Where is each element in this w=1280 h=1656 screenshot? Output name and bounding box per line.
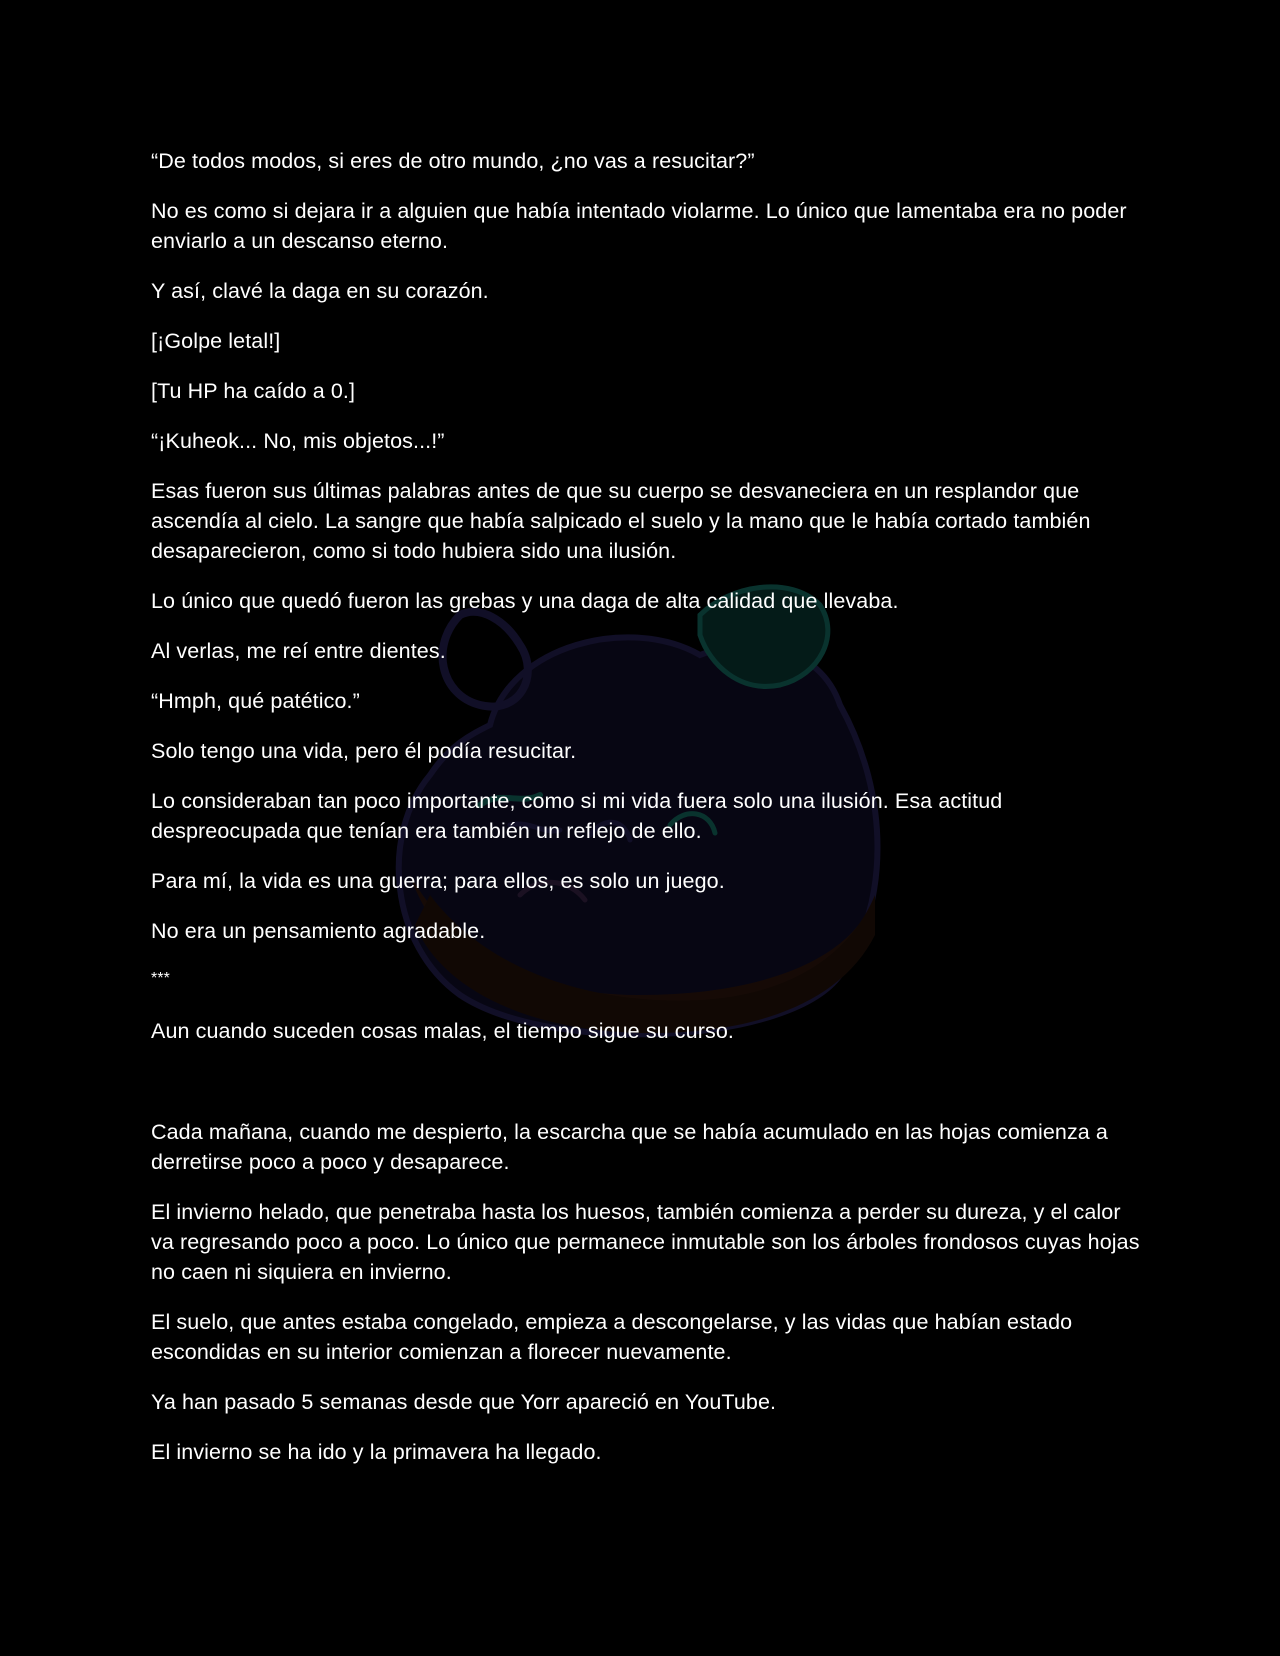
- paragraph: Lo único que quedó fueron las grebas y una daga de alta calidad que llevaba.: [151, 589, 899, 613]
- paragraph: El suelo, que antes estaba congelado, empieza a descongelarse, y las vidas que habían estado escondidas en su interior comienzan a florecer nuevamente.: [151, 1310, 1073, 1364]
- text-section-2: [151, 1117, 1141, 1467]
- document-body: [151, 146, 1141, 1487]
- paragraph: No era un pensamiento agradable.: [151, 919, 486, 943]
- text-section-1: [151, 146, 1141, 946]
- paragraph: El invierno helado, que penetraba hasta los huesos, también comienza a perder su dureza, y el calor va regresando poco a poco. Lo único que permanece inmutable son los árboles frondosos cuyas hojas no caen ni siquiera en invierno.: [151, 1200, 1140, 1284]
- paragraph: [¡Golpe letal!]: [151, 329, 281, 353]
- blank-gap: [151, 1066, 1141, 1117]
- paragraph: [Tu HP ha caído a 0.]: [151, 379, 356, 403]
- scene-separator: ***: [151, 970, 170, 987]
- paragraph: Cada mañana, cuando me despierto, la escarcha que se había acumulado en las hojas comienza a derretirse poco a poco y desaparece.: [151, 1120, 1108, 1174]
- paragraph: Ya han pasado 5 semanas desde que Yorr apareció en YouTube.: [151, 1390, 777, 1414]
- paragraph: Para mí, la vida es una guerra; para ellos, es solo un juego.: [151, 869, 725, 893]
- paragraph: “¡Kuheok... No, mis objetos...!”: [151, 429, 445, 453]
- paragraph: El invierno se ha ido y la primavera ha llegado.: [151, 1440, 602, 1464]
- paragraph: Aun cuando suceden cosas malas, el tiempo sigue su curso.: [151, 1019, 734, 1043]
- paragraph: “Hmph, qué patético.”: [151, 689, 360, 713]
- paragraph: Esas fueron sus últimas palabras antes de que su cuerpo se desvaneciera en un resplandor que ascendía al cielo. La sangre que había salpicado el suelo y la mano que le había cortado también desaparecieron, como si todo hubiera sido una ilusión.: [151, 479, 1091, 563]
- paragraph: Solo tengo una vida, pero él podía resucitar.: [151, 739, 577, 763]
- paragraph: Lo consideraban tan poco importante, como si mi vida fuera solo una ilusión. Esa actitud despreocupada que tenían era también un reflejo de ello.: [151, 789, 1003, 843]
- paragraph: “De todos modos, si eres de otro mundo, ¿no vas a resucitar?”: [151, 149, 755, 173]
- paragraph: Al verlas, me reí entre dientes.: [151, 639, 446, 663]
- paragraph: No es como si dejara ir a alguien que había intentado violarme. Lo único que lamentaba era no poder enviarlo a un descanso eterno.: [151, 199, 1127, 253]
- paragraph: Y así, clavé la daga en su corazón.: [151, 279, 489, 303]
